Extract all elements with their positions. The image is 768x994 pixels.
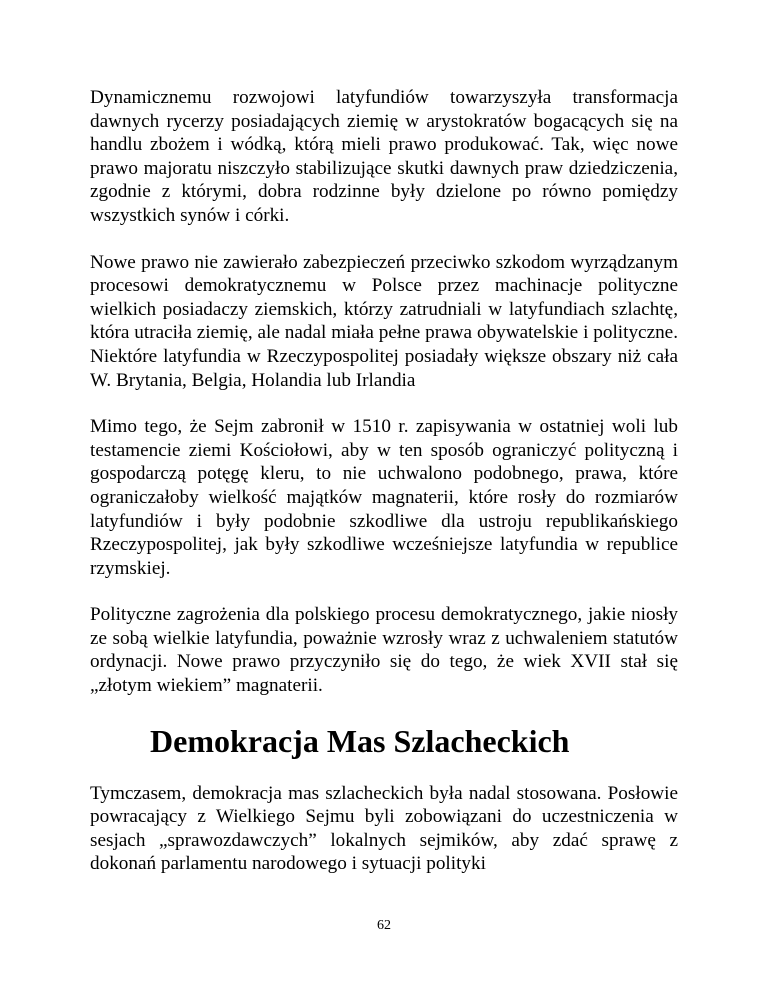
paragraph-mass-democracy: Tymczasem, demokracja mas szlacheckich była nadal stosowana. Posłowie powracający z Wielkiego Sejmu byli zobowiązani do uczestniczenia w sesjach „sprawozdawczych” lokalnych sejmików, aby zdać sprawę z dokonań parlamentu narodowego i sytuacji polityki (90, 782, 678, 875)
paragraph-sejm-1510: Mimo tego, że Sejm zabronił w 1510 r. zapisywania w ostatniej woli lub testamencie ziemi Kościołowi, aby w ten sposób ograniczyć polityczną i gospodarczą potęgę kleru, to nie uchwalono podobnego, prawa, które ograniczałoby wielkość majątków magnaterii, które rosły do rozmiarów latyfundiów i były podobnie szkodliwe dla ustroju republikańskiego Rzeczypospolitej, jak były szkodliwe wcześniejsze latyfundia w republice rzymskiej. (90, 416, 678, 579)
paragraph-latifundia-transformation: Dynamicznemu rozwojowi latyfundiów towarzyszyła transformacja dawnych rycerzy posiadających ziemię w arystokratów bogacących się na handlu zbożem i wódką, którą mieli prawo produkować. Tak, więc nowe prawo majoratu niszczyło stabilizujące skutki dawnych praw dziedziczenia, zgodnie z którymi, dobra rodzinne były dzielone po równo pomiędzy wszystkich synów i córki. (90, 87, 678, 226)
document-page (90, 86, 678, 876)
section-heading: Demokracja Mas Szlacheckich (150, 722, 570, 759)
paragraph-new-law-safeguards: Nowe prawo nie zawierało zabezpieczeń przeciwko szkodom wyrządzanym procesowi demokratycznemu w Polsce przez machinacje polityczne wielkich posiadaczy ziemskich, którzy zatrudniali w latyfundiach szlachtę, która utraciła ziemię, ale nadal miała pełne prawa obywatelskie i polityczne. Niektóre latyfundia w Rzeczypospolitej posiadały większe obszary niż cała W. Brytania, Belgia, Holandia lub Irlandia (90, 251, 678, 391)
page-number: 62 (377, 918, 391, 933)
paragraph-political-threats: Polityczne zagrożenia dla polskiego procesu demokratycznego, jakie niosły ze sobą wielkie latyfundia, poważnie wzrosły wraz z uchwaleniem statutów ordynacji. Nowe prawo przyczyniło się do tego, że wiek XVII stał się „złotym wiekiem” magnaterii. (90, 604, 678, 697)
